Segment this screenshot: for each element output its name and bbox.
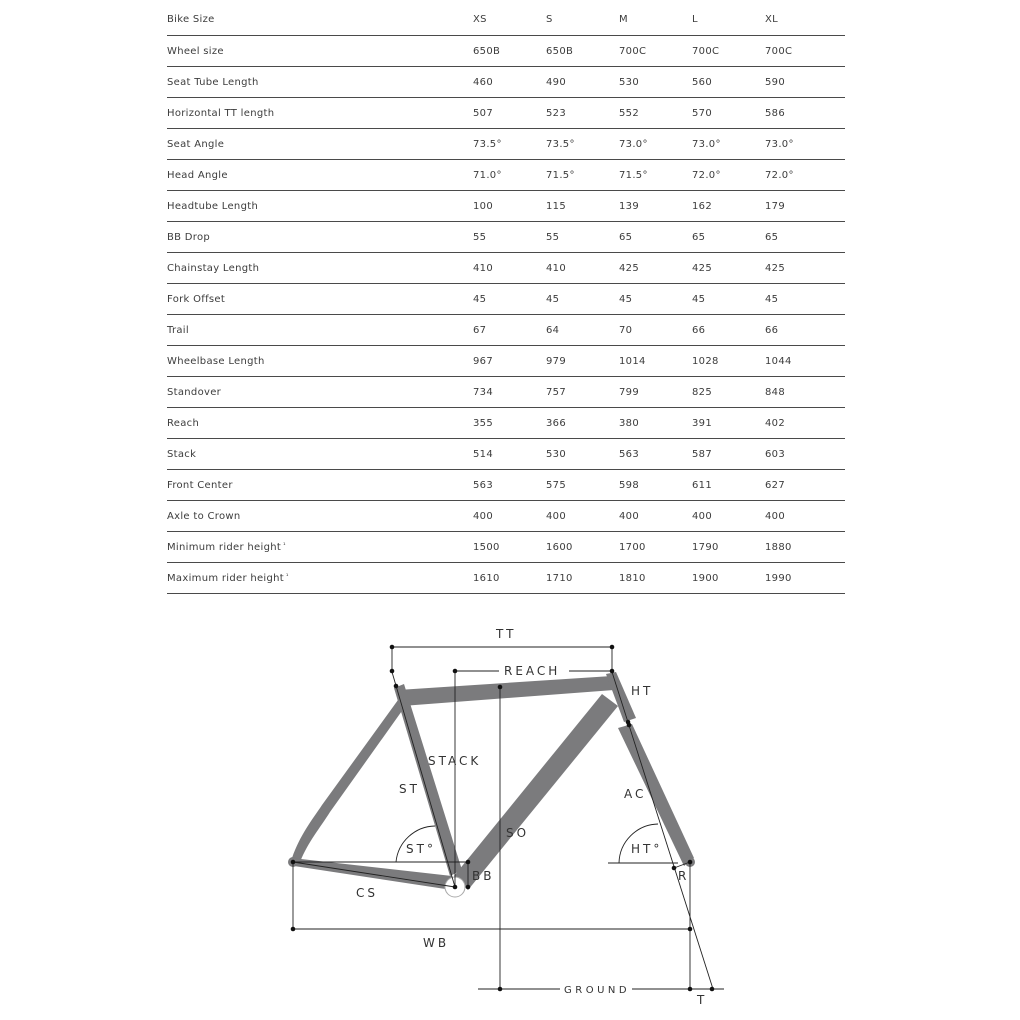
cell-value: 45 <box>619 284 692 315</box>
cell-value: 65 <box>619 222 692 253</box>
dot <box>610 669 615 674</box>
row-label-text: Stack <box>167 448 197 460</box>
row-label-text: Maximum rider height <box>167 572 285 584</box>
header-size-s: S <box>546 4 619 36</box>
stack-label: STACK <box>428 754 482 768</box>
cell-value: 825 <box>692 377 765 408</box>
cell-value: 55 <box>473 222 546 253</box>
cell-value: 627 <box>765 470 845 501</box>
row-label-text: Wheelbase Length <box>167 355 265 367</box>
cell-value: 1028 <box>692 346 765 377</box>
cell-value: 734 <box>473 377 546 408</box>
cell-value: 570 <box>692 98 765 129</box>
cell-value: 563 <box>619 439 692 470</box>
st-angle-label: ST° <box>406 842 436 856</box>
cell-value: 848 <box>765 377 845 408</box>
cell-value: 700C <box>692 36 765 67</box>
cell-value: 586 <box>765 98 845 129</box>
dot <box>498 987 503 992</box>
cell-value: 73.5° <box>546 129 619 160</box>
dot <box>610 645 615 650</box>
cell-value: 72.0° <box>692 160 765 191</box>
cell-value: 1810 <box>619 563 692 594</box>
cell-value: 1790 <box>692 532 765 563</box>
row-label-text: Trail <box>167 324 189 336</box>
so-label: SO <box>506 826 530 840</box>
cell-value: 1990 <box>765 563 845 594</box>
dot <box>291 927 296 932</box>
seat-stay <box>292 700 404 862</box>
cell-value: 71.0° <box>473 160 546 191</box>
cell-value: 162 <box>692 191 765 222</box>
cell-value: 139 <box>619 191 692 222</box>
row-label-text: Standover <box>167 386 222 398</box>
row-label-text: Minimum rider height <box>167 541 282 553</box>
cell-value: 425 <box>765 253 845 284</box>
cs-label: CS <box>356 886 378 900</box>
t-label: T <box>697 993 708 1007</box>
cell-value: 552 <box>619 98 692 129</box>
r-label: R <box>678 869 690 883</box>
dot <box>688 860 693 865</box>
cell-value: 1700 <box>619 532 692 563</box>
cell-value: 530 <box>546 439 619 470</box>
cell-value: 71.5° <box>546 160 619 191</box>
row-label-text: Seat Tube Length <box>167 76 259 88</box>
cell-value: 71.5° <box>619 160 692 191</box>
down-tube <box>454 694 618 890</box>
tt-label: TT <box>496 627 517 641</box>
wb-label: WB <box>423 936 450 950</box>
cell-value: 410 <box>473 253 546 284</box>
cell-value: 65 <box>692 222 765 253</box>
cell-value: 650B <box>473 36 546 67</box>
cell-value: 55 <box>546 222 619 253</box>
cell-value: 560 <box>692 67 765 98</box>
dot <box>390 669 395 674</box>
cell-value: 590 <box>765 67 845 98</box>
cell-value: 611 <box>692 470 765 501</box>
cell-value: 73.0° <box>619 129 692 160</box>
cell-value: 400 <box>619 501 692 532</box>
row-label-text: BB Drop <box>167 231 211 243</box>
cell-value: 460 <box>473 67 546 98</box>
row-label-text: Axle to Crown <box>167 510 241 522</box>
cell-value: 70 <box>619 315 692 346</box>
dot <box>710 987 715 992</box>
cell-value: 45 <box>546 284 619 315</box>
cell-value: 355 <box>473 408 546 439</box>
header-size-xs: XS <box>473 4 546 36</box>
header-size-xl: XL <box>765 4 845 36</box>
cell-value: 100 <box>473 191 546 222</box>
dot <box>466 885 471 890</box>
cell-value: 1600 <box>546 532 619 563</box>
cell-value: 72.0° <box>765 160 845 191</box>
cell-value: 603 <box>765 439 845 470</box>
cell-value: 402 <box>765 408 845 439</box>
row-label-text: Horizontal TT length <box>167 107 275 119</box>
cell-value: 530 <box>619 67 692 98</box>
cell-value: 587 <box>692 439 765 470</box>
cell-value: 1610 <box>473 563 546 594</box>
cell-value: 66 <box>692 315 765 346</box>
cell-value: 575 <box>546 470 619 501</box>
cell-value: 563 <box>473 470 546 501</box>
dot <box>394 684 399 689</box>
cell-value: 73.0° <box>692 129 765 160</box>
footnote-mark: ¹ <box>283 541 286 549</box>
cell-value: 523 <box>546 98 619 129</box>
cell-value: 425 <box>692 253 765 284</box>
cell-value: 400 <box>765 501 845 532</box>
ground-label: GROUND <box>564 985 631 996</box>
cell-value: 514 <box>473 439 546 470</box>
cell-value: 650B <box>546 36 619 67</box>
cell-value: 425 <box>619 253 692 284</box>
st-label: ST <box>399 782 420 796</box>
reach-label: REACH <box>504 664 561 678</box>
row-label-text: Chainstay Length <box>167 262 260 274</box>
cell-value: 1500 <box>473 532 546 563</box>
dot <box>291 860 296 865</box>
cell-value: 410 <box>546 253 619 284</box>
cell-value: 1880 <box>765 532 845 563</box>
dot <box>627 723 632 728</box>
cell-value: 73.5° <box>473 129 546 160</box>
row-label-text: Front Center <box>167 479 233 491</box>
cell-value: 1900 <box>692 563 765 594</box>
cell-value: 67 <box>473 315 546 346</box>
dot <box>498 685 503 690</box>
dot <box>453 669 458 674</box>
cell-value: 598 <box>619 470 692 501</box>
cell-value: 757 <box>546 377 619 408</box>
ht-angle-label: HT° <box>631 842 663 856</box>
cell-value: 64 <box>546 315 619 346</box>
cell-value: 380 <box>619 408 692 439</box>
ht-label: HT <box>631 684 654 698</box>
row-label-text: Headtube Length <box>167 200 259 212</box>
cell-value: 700C <box>765 36 845 67</box>
header-size-m: M <box>619 4 692 36</box>
dot <box>453 885 458 890</box>
cell-value: 391 <box>692 408 765 439</box>
cell-value: 1044 <box>765 346 845 377</box>
row-label-text: Fork Offset <box>167 293 226 305</box>
dot <box>466 860 471 865</box>
bb-label: BB <box>472 869 495 883</box>
dot <box>688 927 693 932</box>
cell-value: 967 <box>473 346 546 377</box>
cell-value: 65 <box>765 222 845 253</box>
cell-value: 490 <box>546 67 619 98</box>
row-label-text: Reach <box>167 417 200 429</box>
cell-value: 45 <box>692 284 765 315</box>
ac-label: AC <box>624 787 647 801</box>
row-label-text: Wheel size <box>167 45 224 57</box>
steering-axis <box>612 672 713 989</box>
header-label: Bike Size <box>167 4 473 36</box>
cell-value: 1014 <box>619 346 692 377</box>
top-tube <box>398 676 614 706</box>
cell-value: 700C <box>619 36 692 67</box>
cell-value: 507 <box>473 98 546 129</box>
row-label-text: Seat Angle <box>167 138 225 150</box>
row-label-text: Head Angle <box>167 169 228 181</box>
dot <box>688 987 693 992</box>
cell-value: 66 <box>765 315 845 346</box>
cell-value: 115 <box>546 191 619 222</box>
cell-value: 73.0° <box>765 129 845 160</box>
footnote-mark: ¹ <box>286 572 289 580</box>
cell-value: 400 <box>473 501 546 532</box>
cell-value: 400 <box>692 501 765 532</box>
cell-value: 45 <box>473 284 546 315</box>
cell-value: 179 <box>765 191 845 222</box>
cell-value: 366 <box>546 408 619 439</box>
header-size-l: L <box>692 4 765 36</box>
cell-value: 1710 <box>546 563 619 594</box>
cell-value: 400 <box>546 501 619 532</box>
cell-value: 799 <box>619 377 692 408</box>
cell-value: 45 <box>765 284 845 315</box>
cell-value: 979 <box>546 346 619 377</box>
dot <box>390 645 395 650</box>
dot <box>672 866 677 871</box>
